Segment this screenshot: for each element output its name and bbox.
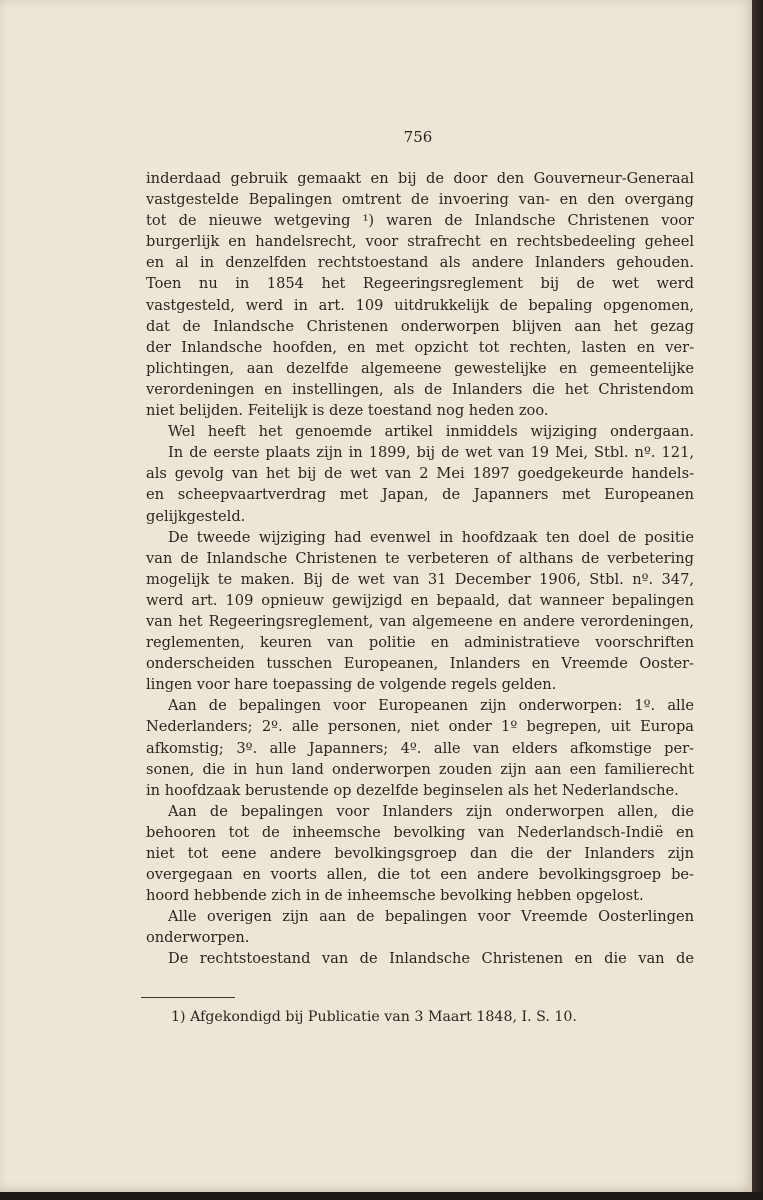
text-line: afkomstig; 3º. alle Japanners; 4º. alle van elders afkomstige per- [146,739,694,757]
text-line: burgerlijk en handelsrecht, voor strafrecht en rechtsbedeeling geheel [146,233,694,251]
text-line: reglementen, keuren van politie en administratieve voorschriften [146,634,694,652]
text-line: in hoofdzaak berustende op dezelfde beginselen als het Nederlandsche. [146,781,679,799]
text-line: van de Inlandsche Christenen te verbeteren of althans de verbetering [146,549,694,567]
text-line: niet belijden. Feitelijk is deze toestand nog heden zoo. [146,402,549,420]
text-line: en al in denzelfden rechtstoestand als andere Inlanders gehouden. [146,254,694,272]
text-line: werd art. 109 opnieuw gewijzigd en bepaald, dat wanneer bepalingen [146,591,694,609]
text-line: Nederlanders; 2º. alle personen, niet onder 1º begrepen, uit Europa [146,718,694,736]
text-line: behooren tot de inheemsche bevolking van Nederlandsch-Indië en [146,823,694,841]
text-line: Aan de bepalingen voor Europeanen zijn onderworpen: 1º. alle [168,697,694,715]
page-number: 756 [403,128,433,146]
text-line: van het Regeeringsreglement, van algemeene en andere verordeningen, [146,612,694,630]
text-line: tot de nieuwe wetgeving ¹) waren de Inlandsche Christenen voor [146,212,694,230]
text-line: overgegaan en voorts allen, die tot een andere bevolkingsgroep be- [146,866,694,884]
text-line: De tweede wijziging had evenwel in hoofdzaak ten doel de positie [168,528,694,546]
text-line: der Inlandsche hoofden, en met opzicht tot rechten, lasten en ver- [146,338,694,356]
text-line: onderscheiden tusschen Europeanen, Inlanders en Vreemde Ooster- [146,655,694,673]
body-text [146,168,694,970]
text-line: mogelijk te maken. Bij de wet van 31 December 1906, Stbl. nº. 347, [146,570,694,588]
text-line: inderdaad gebruik gemaakt en bij de door den Gouverneur-Generaal [146,170,694,187]
text-line: als gevolg van het bij de wet van 2 Mei 1897 goedgekeurde handels- [146,465,694,483]
text-line: Toen nu in 1854 het Regeeringsreglement bij de wet werd [146,275,694,293]
text-line: De rechtstoestand van de Inlandsche Christenen en die van de [168,950,694,968]
text-line: vastgesteld, werd in art. 109 uitdrukkelijk de bepaling opgenomen, [146,296,694,314]
text-line: plichtingen, aan dezelfde algemeene gewestelijke en gemeentelijke [146,359,694,377]
text-line: lingen voor hare toepassing de volgende regels gelden. [146,676,557,694]
text-line: Wel heeft het genoemde artikel inmiddels wijziging ondergaan. [168,423,694,441]
text-line: vastgestelde Bepalingen omtrent de invoering van- en den overgang [146,191,694,209]
footnote: 1) Afgekondigd bij Publicatie van 3 Maart 1848, I. S. 10. [171,1009,577,1025]
text-line: hoord hebbende zich in de inheemsche bevolking hebben opgelost. [146,887,644,905]
text-line: Aan de bepalingen voor Inlanders zijn onderworpen allen, die [168,802,694,820]
text-line: dat de Inlandsche Christenen onderworpen blijven aan het gezag [146,317,694,335]
footnote-divider [141,997,235,998]
text-line: sonen, die in hun land onderworpen zouden zijn aan een familierecht [146,760,694,778]
text-line: gelijkgesteld. [146,507,246,525]
text-line: Alle overigen zijn aan de bepalingen voor Vreemde Oosterlingen [168,908,694,926]
text-line: onderworpen. [146,929,250,947]
text-line: In de eerste plaats zijn in 1899, bij de wet van 19 Mei, Stbl. nº. 121, [168,444,694,462]
page-edge-shadow [752,0,763,1200]
text-line: verordeningen en instellingen, als de Inlanders die het Christendom [146,380,694,398]
page-bottom-shadow [0,1192,763,1200]
text-line: niet tot eene andere bevolkingsgroep dan die der Inlanders zijn [146,845,694,862]
text-line: en scheepvaartverdrag met Japan, de Japanners met Europeanen [146,486,694,504]
